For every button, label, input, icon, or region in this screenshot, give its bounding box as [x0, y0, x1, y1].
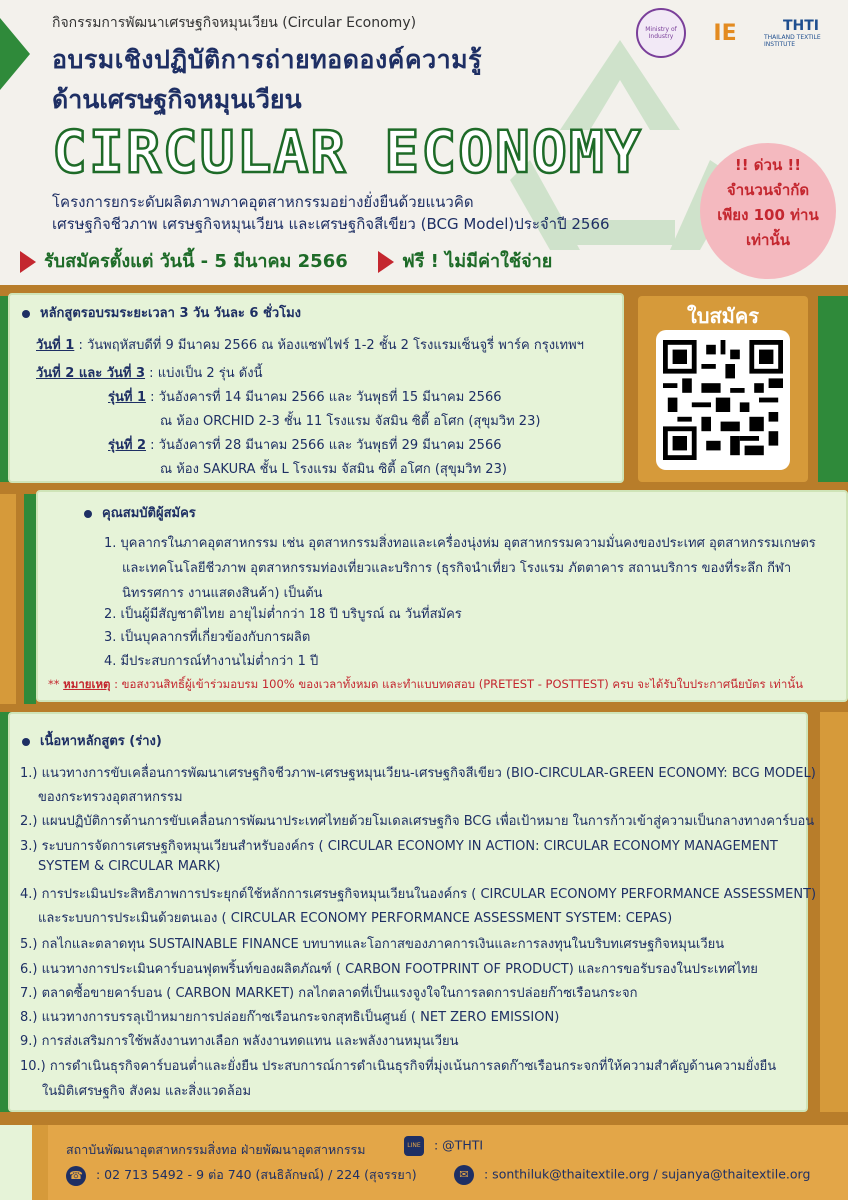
qualifications-heading: คุณสมบัติผู้สมัคร: [84, 502, 196, 523]
qualification-line: และเทคโนโลยีชีวภาพ อุตสาหกรรมท่องเที่ยวและบริการ (ธุรกิจนำเที่ยว โรงแรม ภัตตาคาร สถานบริการ ของที่ระลึก กีฬา: [122, 561, 792, 576]
bullet-icon: [22, 310, 30, 318]
play-icon: [20, 251, 36, 273]
play-icon: [378, 251, 394, 273]
course-topic: 4.) การประเมินประสิทธิภาพการประยุกต์ใช้หลักการเศรษฐกิจหมุนเวียนในองค์กร ( CIRCULAR ECONOMY PERFORMANCE ASSESSMENT): [20, 887, 817, 902]
side-band: [0, 1125, 32, 1200]
remark: ** หมายเหตุ : ขอสงวนสิทธิ์ผู้เข้าร่วมอบรม 100% ของเวลาทั้งหมด และทำแบบทดสอบ (PRETEST - POSTTEST) ครบ จะได้รับใบประกาศนียบัตร เท่านั้น: [48, 677, 804, 691]
course-topic: SYSTEM & CIRCULAR MARK): [38, 859, 221, 874]
activity-kicker: กิจกรรมการพัฒนาเศรษฐกิจหมุนเวียน (Circular Economy): [52, 15, 417, 31]
subtitle-line-2: เศรษฐกิจชีวภาพ เศรษฐกิจหมุนเวียน และเศรษฐกิจสีเขียว (BCG Model)ประจำปี 2566: [52, 215, 610, 233]
course-topic: 7.) ตลาดซื้อขายคาร์บอน ( CARBON MARKET) กลไกตลาดที่เป็นแรงจูงใจในการลดการปล่อยก๊าซเรือนกระจก: [20, 986, 638, 1001]
course-topic: 10.) การดำเนินธุรกิจคาร์บอนต่ำและยั่งยืน ประสบการณ์การดำเนินธุรกิจที่มุ่งเน้นการลดก๊าซเรือนกระจกที่ให้ความสำคัญด้านความยั่งยืน: [20, 1059, 777, 1074]
title-line-1: อบรมเชิงปฏิบัติการถ่ายทอดองค์ความรู้: [52, 45, 483, 74]
group2-line1: รุ่นที่ 2 : วันอังคารที่ 28 มีนาคม 2566 และ วันพุธที่ 29 มีนาคม 2566: [108, 438, 502, 453]
qualification-line: นิทรรศการ งานแสดงสินค้า) เป็นต้น: [122, 586, 323, 601]
logos: [636, 8, 838, 58]
header-marker-icon: [0, 18, 30, 90]
course-topic: 1.) แนวทางการขับเคลื่อนการพัฒนาเศรษฐกิจชีวภาพ-เศรษฐหมุนเวียน-เศรษฐกิจสีเขียว (BIO-CIRCULAR-GREEN ECONOMY: BCG MODEL): [20, 766, 816, 781]
course-topic: ในมิติเศรษฐกิจ สังคม และสิ่งแวดล้อม: [42, 1084, 252, 1099]
ministry-of-industry-logo: Ministry of Industry: [636, 8, 686, 58]
day23-line: วันที่ 2 และ วันที่ 3 : แบ่งเป็น 2 รุ่น ดังนี้: [36, 366, 263, 381]
course-topic: 2.) แผนปฏิบัติการด้านการขับเคลื่อนการพัฒนาประเทศไทยด้วยโมเดลเศรษฐกิจ BCG เพื่อเป้าหมาย ในการก้าวเข้าสู่ความเป็นกลางทางคาร์บอน: [20, 814, 815, 829]
email-icon: ✉: [454, 1165, 474, 1185]
qualification-line: 1. บุคลากรในภาคอุตสาหกรรม เช่น อุตสาหกรรมสิ่งทอและเครื่องนุ่งห่ม อุตสาหกรรมความมั่นคงของประเทศ อุตสาหกรรมเกษตร: [104, 536, 816, 551]
side-band: [24, 494, 36, 704]
phone-icon: ☎: [66, 1166, 86, 1186]
course-topic: 3.) ระบบการจัดการเศรษฐกิจหมุนเวียนสำหรับองค์กร ( CIRCULAR ECONOMY IN ACTION: CIRCULAR ECONOMY MANAGEMENT: [20, 839, 778, 854]
course-topic: 5.) กลไกและตลาดทุน SUSTAINABLE FINANCE บทบาทและโอกาสของภาคการเงินและการลงทุนในบริบทเศรษฐกิจหมุนเวียน: [20, 937, 725, 952]
subtitle-line-1: โครงการยกระดับผลิตภาพภาคอุตสาหกรรมอย่างยั่งยืนด้วยแนวคิด: [52, 193, 474, 211]
main-title: CIRCULAR ECONOMY: [52, 118, 643, 186]
course-topic: และระบบการประเมินด้วยตนเอง ( CIRCULAR ECONOMY PERFORMANCE ASSESSMENT SYSTEM: CEPAS): [38, 911, 673, 926]
application-box: [638, 296, 808, 482]
footer-organization: สถาบันพัฒนาอุตสาหกรรมสิ่งทอ ฝ่ายพัฒนาอุตสาหกรรม: [66, 1142, 366, 1157]
application-qr-code[interactable]: [656, 330, 790, 470]
course-content-heading: เนื้อหาหลักสูตร (ร่าง): [22, 730, 162, 751]
ie-logo: IE: [713, 20, 737, 46]
bullet-icon: [84, 510, 92, 518]
course-topic: ของกระทรวงอุตสาหกรรม: [38, 790, 183, 805]
application-title: ใบสมัคร: [687, 304, 759, 328]
side-band: [818, 296, 848, 482]
course-topic: 8.) แนวทางการบรรลุเป้าหมายการปล่อยก๊าซเรือนกระจกสุทธิเป็นศูนย์ ( NET ZERO EMISSION): [20, 1010, 560, 1025]
bullet-icon: [22, 738, 30, 746]
group2-line2: ณ ห้อง SAKURA ชั้น L โรงแรม จัสมิน ซิตี้ อโศก (สุขุมวิท 23): [160, 462, 507, 477]
line-contact[interactable]: LINE : @THTI: [404, 1136, 483, 1156]
urgent-badge: !! ด่วน !! จำนวนจำกัด เพียง 100 ท่าน เท่านั้น: [700, 143, 836, 279]
schedule-heading: หลักสูตรอบรมระยะเวลา 3 วัน วันละ 6 ชั่วโมง: [22, 302, 301, 323]
phone-contact[interactable]: ☎ : 02 713 5492 - 9 ต่อ 740 (สนธิลักษณ์) / 224 (สุจรรยา): [66, 1165, 417, 1186]
course-topic: 6.) แนวทางการประเมินคาร์บอนฟุตพริ้นท์ของผลิตภัณฑ์ ( CARBON FOOTPRINT OF PRODUCT) และการขอรับรองในประเทศไทย: [20, 962, 758, 977]
email-contact[interactable]: ✉ : sonthiluk@thaitextile.org / sujanya@thaitextile.org: [454, 1165, 810, 1185]
qr-icon: [663, 338, 783, 462]
side-band: [0, 494, 16, 704]
qualification-line: 4. มีประสบการณ์ทำงานไม่ต่ำกว่า 1 ปี: [104, 654, 319, 669]
qualification-line: 2. เป็นผู้มีสัญชาติไทย อายุไม่ต่ำกว่า 18 ปี บริบูรณ์ ณ วันที่สมัคร: [104, 607, 462, 622]
qualification-line: 3. เป็นบุคลากรที่เกี่ยวข้องกับการผลิต: [104, 630, 311, 645]
title-line-2: ด้านเศรษฐกิจหมุนเวียน: [52, 85, 302, 114]
day1-line: วันที่ 1 : วันพฤหัสบดีที่ 9 มีนาคม 2566 ณ ห้องแซฟไฟร์ 1-2 ชั้น 2 โรงแรมเซ็นจูรี่ พาร์ค กรุงเทพฯ: [36, 338, 584, 353]
group1-line2: ณ ห้อง ORCHID 2-3 ชั้น 11 โรงแรม จัสมิน ซิตี้ อโศก (สุขุมวิท 23): [160, 414, 541, 429]
thti-logo: THTI THAILAND TEXTILE INSTITUTE: [764, 18, 821, 48]
side-band: [820, 712, 848, 1112]
registration-period: รับสมัครตั้งแต่ วันนี้ - 5 มีนาคม 2566: [20, 246, 348, 275]
course-topic: 9.) การส่งเสริมการใช้พลังงานทางเลือก พลังงานทดแทน และพลังงานหมุนเวียน: [20, 1034, 459, 1049]
line-app-icon: LINE: [404, 1136, 424, 1156]
group1-line1: รุ่นที่ 1 : วันอังคารที่ 14 มีนาคม 2566 และ วันพุธที่ 15 มีนาคม 2566: [108, 390, 502, 405]
free-notice: ฟรี ! ไม่มีค่าใช้จ่าย: [378, 246, 552, 275]
header: [0, 0, 848, 285]
